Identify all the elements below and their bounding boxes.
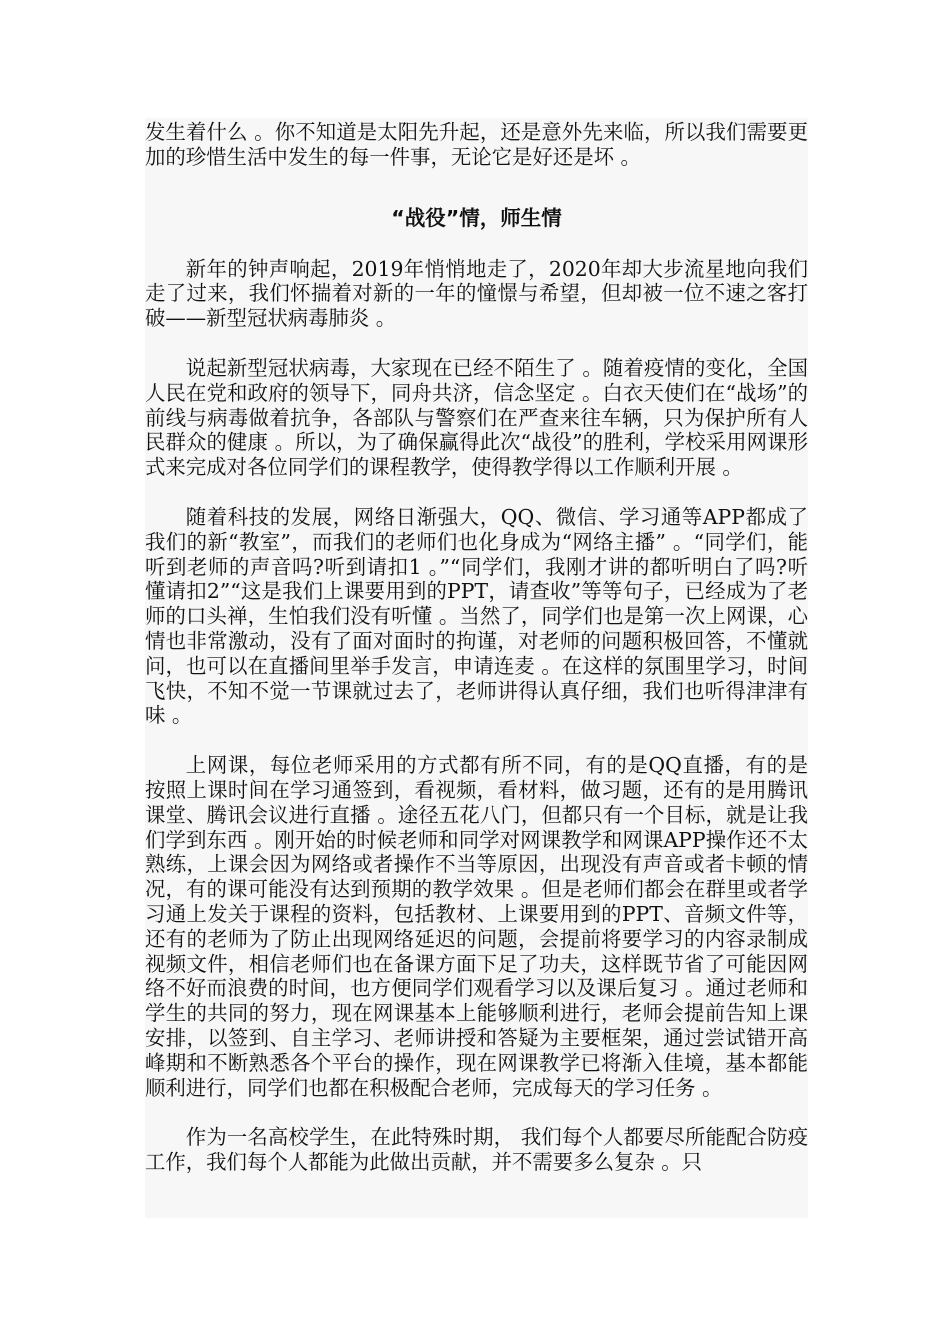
paragraph-virus: 说起新型冠状病毒，大家现在已经不陌生了 。随着疫情的变化，全国人民在党和政府的领导下，同舟共济，信念坚定 。白衣天使们在“战场”的前线与病毒做着抗争，各部队与警察们在严查来往车辆，只为保护所有人民群众的健康 。所以，为了确保赢得此次“战役”的胜利，学校采用网课形式来完成对各位同学们的课程教学，使得教学得以工作顺利开展 。 xyxy=(145,355,808,480)
paragraph-new-year: 新年的钟声响起，2019年悄悄地走了，2020年却大步流星地向我们走了过来，我们怀揣着对新的一年的憧憬与希望，但却被一位不速之客打破——新型冠状病毒肺炎 。 xyxy=(145,256,808,331)
paragraph-student: 作为一名高校学生，在此特殊时期， 我们每个人都要尽所能配合防疫工作，我们每个人都能为此做出贡献，并不需要多么复杂 。只 xyxy=(145,1125,808,1175)
section-title: “战役”情，师生情 xyxy=(391,205,562,230)
intro-paragraph: 发生着什么 。你不知道是太阳先升起，还是意外先来临，所以我们需要更加的珍惜生活中发生的每一件事，无论它是好还是坏 。 xyxy=(145,120,808,169)
paragraph-online-class: 上网课，每位老师采用的方式都有所不同，有的是QQ直播，有的是按照上课时间在学习通签到，看视频，看材料，做习题，还有的是用腾讯课堂、腾讯会议进行直播 。途径五花八门，但都只有一个目标，就是让我们学到东西 。刚开始的时候老师和同学对网课教学和网课APP操作还不太熟练，上课会因为网络或者操作不当等原因，出现没有声音或者卡顿的情况，有的课可能没有达到预期的教学效果 。但是老师们都会在群里或者学习通上发关于课程的资料，包括教材、上课要用到的PPT、音频文件等，还有的老师为了防止出现网络延迟的问题，会提前将要学习的内容录制成视频文件，相信老师们也在备课方面下足了功夫，这样既节省了可能因网络不好而浪费的时间，也方便同学们观看学习以及课后复习 。通过老师和学生的共同的努力，现在网课基本上能够顺利进行，老师会提前告知上课安排，以签到、自主学习、老师讲授和答疑为主要框架，通过尝试错开高峰期和不断熟悉各个平台的操作，现在网课教学已将渐入佳境，基本都能顺利进行，同学们也都在积极配合老师，完成每天的学习任务 。 xyxy=(145,753,808,1100)
document-body xyxy=(145,120,808,1175)
paragraph-technology: 随着科技的发展，网络日渐强大，QQ、微信、学习通等APP都成了我们的新“教室”，而我们的老师们也化身成为“网络主播” 。“同学们，能听到老师的声音吗?听到请扣1 。”“同学们，我刚才讲的都听明白了吗?听懂请扣2”“这是我们上课要用到的PPT，请查收”等等句子，已经成为了老师的口头禅，生怕我们没有听懂 。当然了，同学们也是第一次上网课，心情也非常激动，没有了面对面时的拘谨，对老师的问题积极回答，不懂就问，也可以在直播间里举手发言，申请连麦 。在这样的氛围里学习，时间飞快，不知不觉一节课就过去了，老师讲得认真仔细，我们也听得津津有味 。 xyxy=(145,504,808,728)
